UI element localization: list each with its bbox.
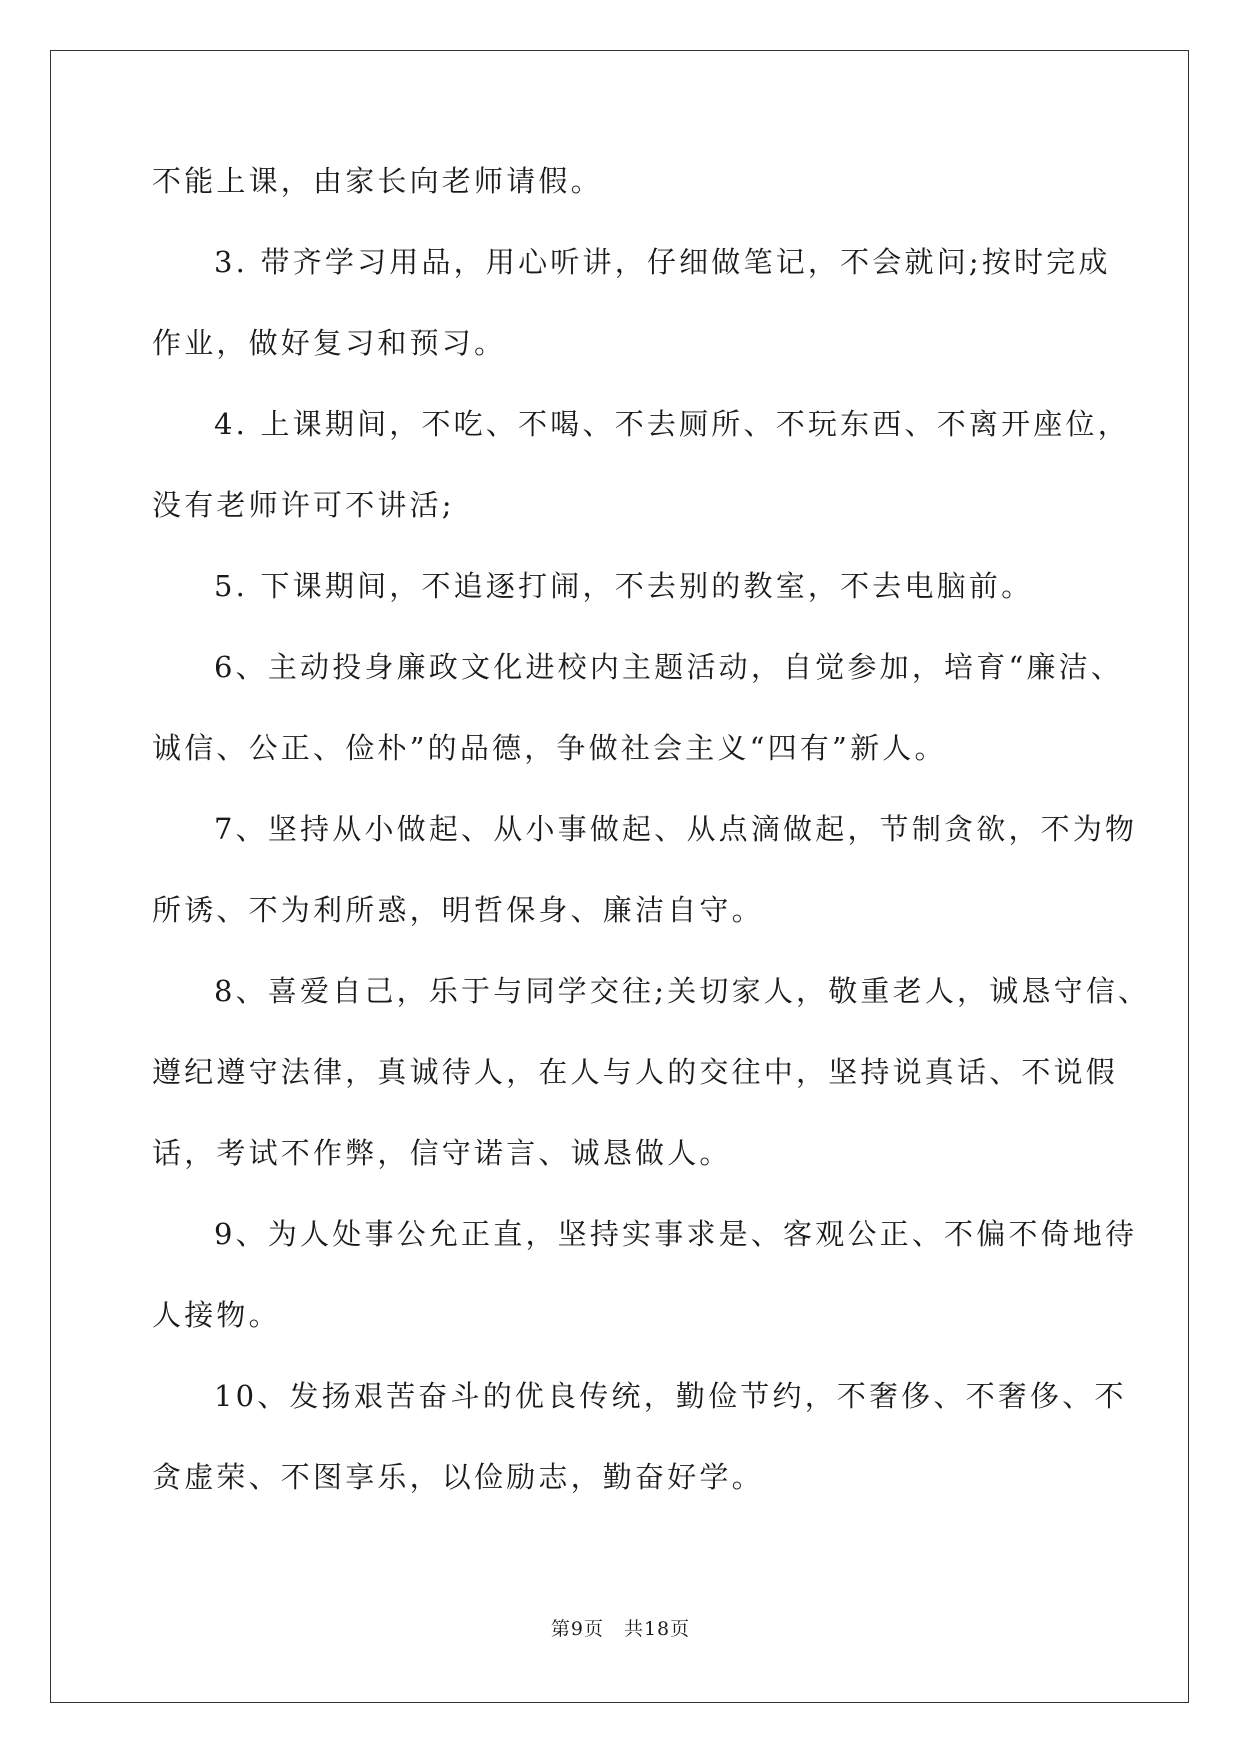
text-line: 贪虚荣、不图享乐，以俭励志，勤奋好学。: [152, 1460, 764, 1494]
text-line: 5. 下课期间，不追逐打闹，不去别的教室，不去电脑前。: [214, 569, 1034, 603]
text-line: 6、主动投身廉政文化进校内主题活动，自觉参加，培育“廉洁、: [214, 650, 1124, 684]
text-line: 诚信、公正、俭朴”的品德，争做社会主义“四有”新人。: [152, 731, 947, 765]
text-line: 9、为人处事公允正直，坚持实事求是、客观公正、不偏不倚地待: [214, 1217, 1138, 1251]
text-line: 4. 上课期间，不吃、不喝、不去厕所、不玩东西、不离开座位，: [214, 407, 1130, 441]
text-line: 作业，做好复习和预习。: [152, 326, 507, 360]
text-line: 3. 带齐学习用品，用心听讲，仔细做笔记，不会就问;按时完成: [214, 245, 1111, 279]
page-total: 共18页: [623, 1618, 691, 1640]
text-line: 没有老师许可不讲活;: [152, 488, 455, 522]
text-line: 人接物。: [152, 1298, 281, 1332]
text-line: 8、喜爱自己，乐于与同学交往;关切家人，敬重老人，诚恳守信、: [214, 974, 1151, 1008]
text-line: 遵纪遵守法律，真诚待人，在人与人的交往中，坚持说真话、不说假: [152, 1055, 1119, 1089]
page-number: 第9页: [550, 1618, 604, 1640]
page-footer: [0, 1617, 1241, 1641]
text-line: 10、发扬艰苦奋斗的优良传统，勤俭节约，不奢侈、不奢侈、不: [214, 1379, 1127, 1413]
text-line: 7、坚持从小做起、从小事做起、从点滴做起，节制贪欲，不为物: [214, 812, 1138, 846]
text-line: 不能上课，由家长向老师请假。: [152, 164, 603, 198]
text-line: 话，考试不作弊，信守诺言、诚恳做人。: [152, 1136, 732, 1170]
document-body: [152, 162, 1151, 1539]
text-line: 所诱、不为利所惑，明哲保身、廉洁自守。: [152, 893, 764, 927]
